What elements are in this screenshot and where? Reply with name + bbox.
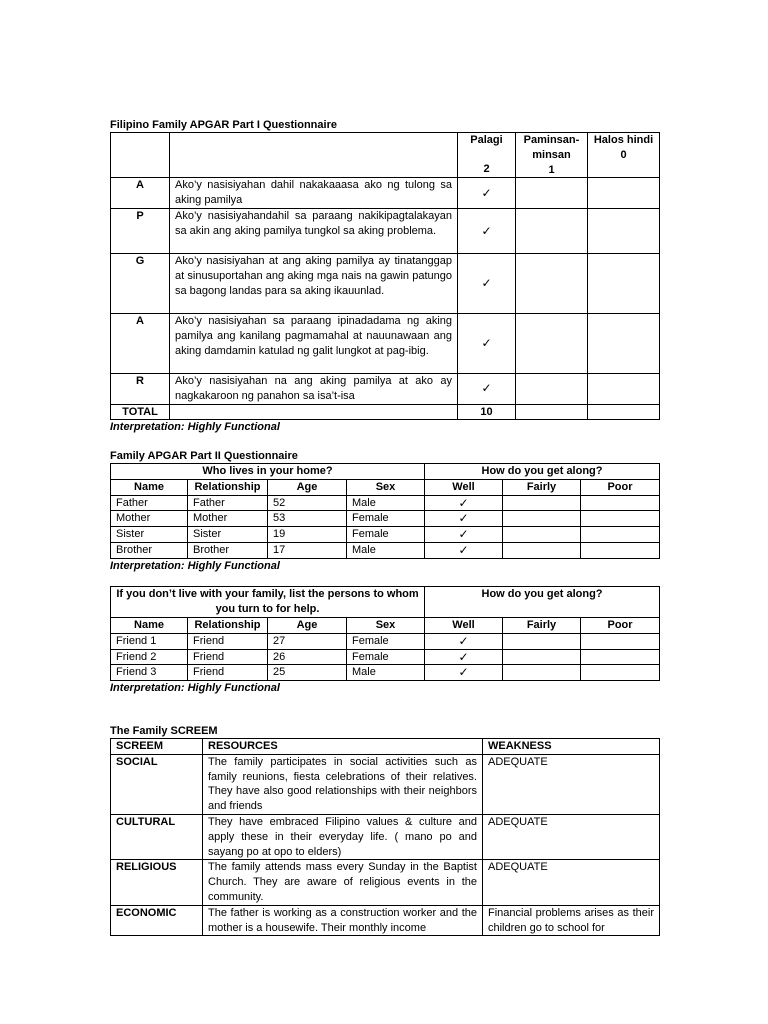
empty-cell xyxy=(503,633,581,649)
member-sex: Female xyxy=(347,511,425,527)
table-row xyxy=(111,313,660,373)
empty-cell xyxy=(516,178,588,209)
person-sex: Female xyxy=(347,633,425,649)
apgar-letter: G xyxy=(111,253,170,313)
table-row xyxy=(111,253,660,313)
person-sex: Male xyxy=(347,665,425,681)
empty-cell xyxy=(581,527,660,543)
empty-cell xyxy=(581,633,660,649)
part1-header-blank xyxy=(170,133,458,178)
support-persons-section xyxy=(110,586,659,695)
table-row xyxy=(111,649,660,665)
col-age: Age xyxy=(268,479,347,495)
apgar-letter: P xyxy=(111,208,170,253)
empty-cell xyxy=(581,511,660,527)
check-mark-icon: ✓ xyxy=(458,373,516,404)
empty-cell xyxy=(588,404,660,420)
member-age: 52 xyxy=(268,495,347,511)
table-row xyxy=(111,665,660,681)
member-relationship: Sister xyxy=(188,527,268,543)
check-mark-icon: ✓ xyxy=(425,633,503,649)
header-paminsan-label: Paminsan-minsan xyxy=(523,134,580,161)
col-well: Well xyxy=(425,618,503,634)
check-mark-icon: ✓ xyxy=(458,178,516,209)
empty-cell xyxy=(588,373,660,404)
member-name: Mother xyxy=(111,511,188,527)
part2-title: Family APGAR Part II Questionnaire xyxy=(110,450,298,462)
check-mark-icon: ✓ xyxy=(458,253,516,313)
screem-table xyxy=(110,738,660,936)
person-age: 27 xyxy=(268,633,347,649)
apgar-letter: A xyxy=(111,313,170,373)
check-mark-icon: ✓ xyxy=(425,665,503,681)
col-fairly: Fairly xyxy=(503,618,581,634)
table-row xyxy=(111,527,660,543)
check-mark-icon: ✓ xyxy=(425,649,503,665)
table-row xyxy=(111,542,660,558)
header-halos-score: 0 xyxy=(620,148,627,161)
col-poor: Poor xyxy=(581,479,660,495)
apgar-statement: Ako’y nasisiyahan at ang aking pamilya ay tinatanggap at sinusuportahan ang aking mga nais na gawin patungo sa bagong landas para sa aking ikauunlad. xyxy=(170,253,458,313)
empty-cell xyxy=(503,649,581,665)
apgar-statement: Ako’y nasisiyahan na ang aking pamilya at ako ay nagkakaroon ng panahon sa isa’t-isa xyxy=(170,373,458,404)
member-sex: Female xyxy=(347,527,425,543)
table-row xyxy=(111,178,660,209)
screem-weakness: ADEQUATE xyxy=(483,754,660,814)
check-mark-icon: ✓ xyxy=(425,527,503,543)
table-row xyxy=(111,373,660,404)
apgar-statement: Ako’y nasisiyahan sa paraang ipinadadama ng aking pamilya ang kanilang pagmamahal at nauunawaan ang aking damdamin katulad ng galit lungkot at pag-ibig. xyxy=(170,313,458,373)
empty-cell xyxy=(503,542,581,558)
member-relationship: Father xyxy=(188,495,268,511)
empty-cell xyxy=(503,511,581,527)
col-name: Name xyxy=(111,479,188,495)
empty-cell xyxy=(516,208,588,253)
header-paminsan-score: 1 xyxy=(548,163,555,176)
person-age: 25 xyxy=(268,665,347,681)
member-name: Sister xyxy=(111,527,188,543)
empty-cell xyxy=(581,649,660,665)
member-sex: Male xyxy=(347,495,425,511)
table-row xyxy=(111,905,660,936)
empty-cell xyxy=(588,253,660,313)
apgar-letter: A xyxy=(111,178,170,209)
empty-cell xyxy=(516,373,588,404)
member-relationship: Brother xyxy=(188,542,268,558)
col-sex: Sex xyxy=(347,479,425,495)
empty-cell xyxy=(503,665,581,681)
col-name: Name xyxy=(111,618,188,634)
part3-interpretation: Interpretation: Highly Functional xyxy=(110,682,280,695)
header-halos-label: Halos hindi xyxy=(593,134,654,146)
screem-weakness: ADEQUATE xyxy=(483,860,660,905)
group-turn-to-for-help: If you don’t live with your family, list the persons to whom you turn to for help. xyxy=(111,587,425,618)
apgar-part2-table xyxy=(110,463,660,559)
member-age: 53 xyxy=(268,511,347,527)
apgar-part1-section xyxy=(110,118,659,434)
table-row xyxy=(111,208,660,253)
header-palagi xyxy=(458,133,516,178)
screem-weakness: Financial problems arises as their children go to school for xyxy=(483,905,660,936)
member-name: Father xyxy=(111,495,188,511)
apgar-part1-table xyxy=(110,132,660,420)
col-weakness: WEAKNESS xyxy=(483,739,660,755)
empty-cell xyxy=(581,495,660,511)
apgar-letter: R xyxy=(111,373,170,404)
empty-cell xyxy=(516,253,588,313)
screem-category: SOCIAL xyxy=(111,754,203,814)
apgar-statement: Ako’y nasisiyahan dahil nakakaaasa ako ng tulong sa aking pamilya xyxy=(170,178,458,209)
support-persons-table xyxy=(110,586,660,681)
total-label: TOTAL xyxy=(111,404,170,420)
col-relationship: Relationship xyxy=(188,479,268,495)
empty-cell xyxy=(581,665,660,681)
screem-resources: They have embraced Filipino values & culture and apply these in their everyday life. ( mano po and sayang po at opo to elders) xyxy=(203,814,483,859)
col-well: Well xyxy=(425,479,503,495)
screem-resources: The family participates in social activities such as family reunions, fiesta celebrations of their relatives. They have also good relationships with their neighbors and friends xyxy=(203,754,483,814)
member-name: Brother xyxy=(111,542,188,558)
header-halos-hindi xyxy=(588,133,660,178)
person-relationship: Friend xyxy=(188,665,268,681)
group-get-along: How do you get along? xyxy=(425,464,660,480)
part2-interpretation: Interpretation: Highly Functional xyxy=(110,559,280,572)
empty-cell xyxy=(581,542,660,558)
empty-cell xyxy=(588,178,660,209)
col-fairly: Fairly xyxy=(503,479,581,495)
check-mark-icon: ✓ xyxy=(425,511,503,527)
check-mark-icon: ✓ xyxy=(458,208,516,253)
group-get-along: How do you get along? xyxy=(425,587,660,618)
screem-resources: The father is working as a construction worker and the mother is a housewife. Their monthly income xyxy=(203,905,483,936)
part1-title: Filipino Family APGAR Part I Questionnaire xyxy=(110,119,337,131)
table-row xyxy=(111,754,660,814)
part2-column-header-row xyxy=(111,479,660,495)
screem-resources: The family attends mass every Sunday in the Baptist Church. They are aware of religious events in the community. xyxy=(203,860,483,905)
part1-header-row xyxy=(111,133,660,178)
apgar-statement: Ako’y nasisiyahandahil sa paraang nakikipagtalakayan sa akin ang aking pamilya tungkol sa aking problema. xyxy=(170,208,458,253)
part1-header-blank xyxy=(111,133,170,178)
empty-cell xyxy=(516,404,588,420)
screem-header-row xyxy=(111,739,660,755)
empty-cell xyxy=(170,404,458,420)
screem-category: CULTURAL xyxy=(111,814,203,859)
col-resources: RESOURCES xyxy=(203,739,483,755)
part3-group-header-row xyxy=(111,587,660,618)
empty-cell xyxy=(588,313,660,373)
check-mark-icon: ✓ xyxy=(425,495,503,511)
screem-section xyxy=(110,724,659,936)
apgar-part2-section xyxy=(110,449,659,573)
member-age: 17 xyxy=(268,542,347,558)
header-paminsan-minsan xyxy=(516,133,588,178)
person-sex: Female xyxy=(347,649,425,665)
empty-cell xyxy=(588,208,660,253)
empty-cell xyxy=(503,527,581,543)
person-relationship: Friend xyxy=(188,633,268,649)
table-row xyxy=(111,495,660,511)
screem-category: ECONOMIC xyxy=(111,905,203,936)
person-relationship: Friend xyxy=(188,649,268,665)
table-row xyxy=(111,860,660,905)
total-value: 10 xyxy=(458,404,516,420)
col-screem: SCREEM xyxy=(111,739,203,755)
member-age: 19 xyxy=(268,527,347,543)
part2-group-header-row xyxy=(111,464,660,480)
person-age: 26 xyxy=(268,649,347,665)
table-row xyxy=(111,511,660,527)
person-name: Friend 3 xyxy=(111,665,188,681)
part1-interpretation: Interpretation: Highly Functional xyxy=(110,421,280,434)
header-palagi-label: Palagi xyxy=(470,134,503,146)
header-palagi-score: 2 xyxy=(483,162,490,175)
screem-weakness: ADEQUATE xyxy=(483,814,660,859)
col-relationship: Relationship xyxy=(188,618,268,634)
member-sex: Male xyxy=(347,542,425,558)
screem-title: The Family SCREEM xyxy=(110,725,218,737)
member-relationship: Mother xyxy=(188,511,268,527)
screem-category: RELIGIOUS xyxy=(111,860,203,905)
part3-column-header-row xyxy=(111,618,660,634)
col-sex: Sex xyxy=(347,618,425,634)
person-name: Friend 1 xyxy=(111,633,188,649)
table-row xyxy=(111,814,660,859)
empty-cell xyxy=(516,313,588,373)
person-name: Friend 2 xyxy=(111,649,188,665)
empty-cell xyxy=(503,495,581,511)
check-mark-icon: ✓ xyxy=(425,542,503,558)
col-poor: Poor xyxy=(581,618,660,634)
group-who-lives: Who lives in your home? xyxy=(111,464,425,480)
table-row xyxy=(111,633,660,649)
col-age: Age xyxy=(268,618,347,634)
check-mark-icon: ✓ xyxy=(458,313,516,373)
total-row xyxy=(111,404,660,420)
